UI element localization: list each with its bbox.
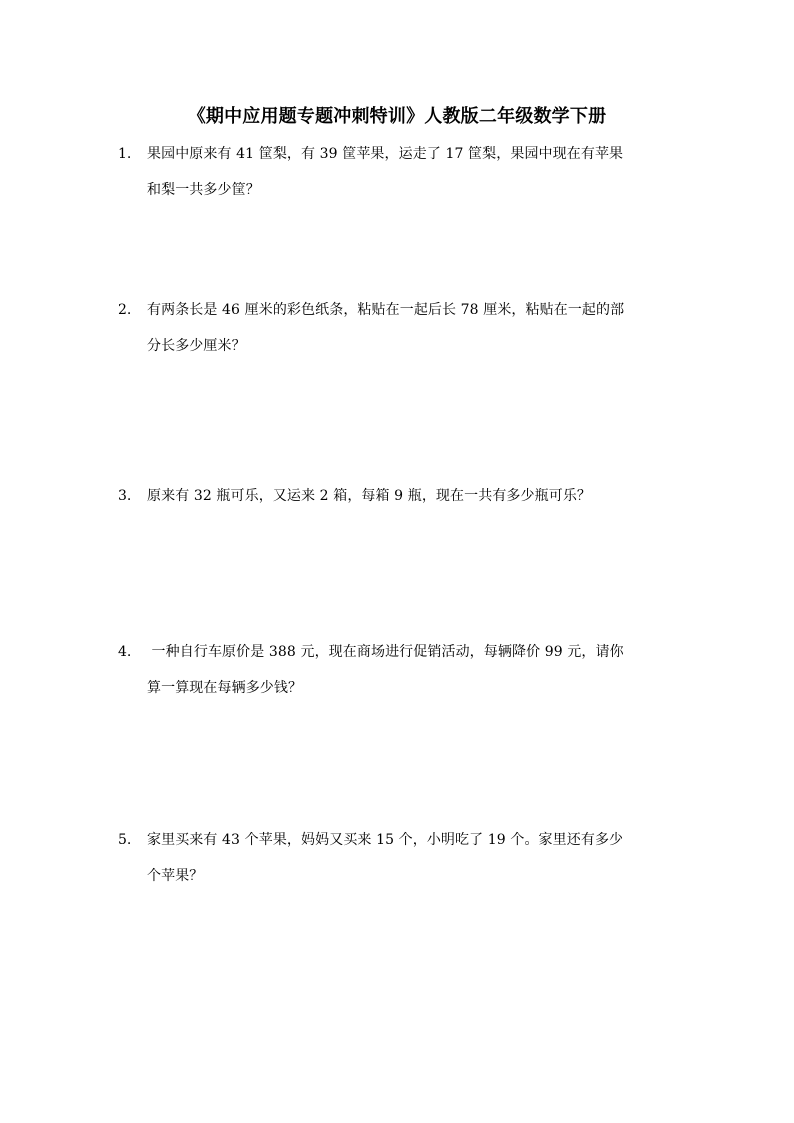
page-title: 《期中应用题专题冲刺特训》人教版二年级数学下册 bbox=[187, 106, 607, 127]
question-number: 3. bbox=[118, 488, 132, 504]
question-line: 原来有 32 瓶可乐，又运来 2 箱，每箱 9 瓶，现在一共有多少瓶可乐？ bbox=[147, 488, 592, 504]
question-text bbox=[147, 822, 682, 894]
question-text bbox=[147, 292, 682, 364]
question-text bbox=[147, 634, 682, 706]
question-line: 有两条长是 46 厘米的彩色纸条，粘贴在一起后长 78 厘米，粘贴在一起的部 bbox=[147, 302, 625, 318]
question-line: 家里买来有 43 个苹果，妈妈又买来 15 个，小明吃了 19 个。家里还有多少 bbox=[147, 832, 624, 848]
question-text bbox=[147, 478, 682, 514]
question-text bbox=[147, 136, 682, 208]
question-line: 算一算现在每辆多少钱？ bbox=[147, 680, 303, 696]
question-line: 分长多少厘米？ bbox=[147, 338, 246, 354]
question-line: 果园中原来有 41 筐梨，有 39 筐苹果，运走了 17 筐梨，果园中现在有苹果 bbox=[147, 146, 624, 162]
question-line: 个苹果？ bbox=[147, 868, 204, 884]
question-number: 2. bbox=[118, 302, 132, 318]
question-number: 1. bbox=[118, 146, 132, 162]
question-line: 一种自行车原价是 388 元，现在商场进行促销活动，每辆降价 99 元，请你 bbox=[147, 644, 624, 660]
question-number: 5. bbox=[118, 832, 132, 848]
question-number: 4. bbox=[118, 644, 132, 660]
question-line: 和梨一共多少筐？ bbox=[147, 182, 260, 198]
